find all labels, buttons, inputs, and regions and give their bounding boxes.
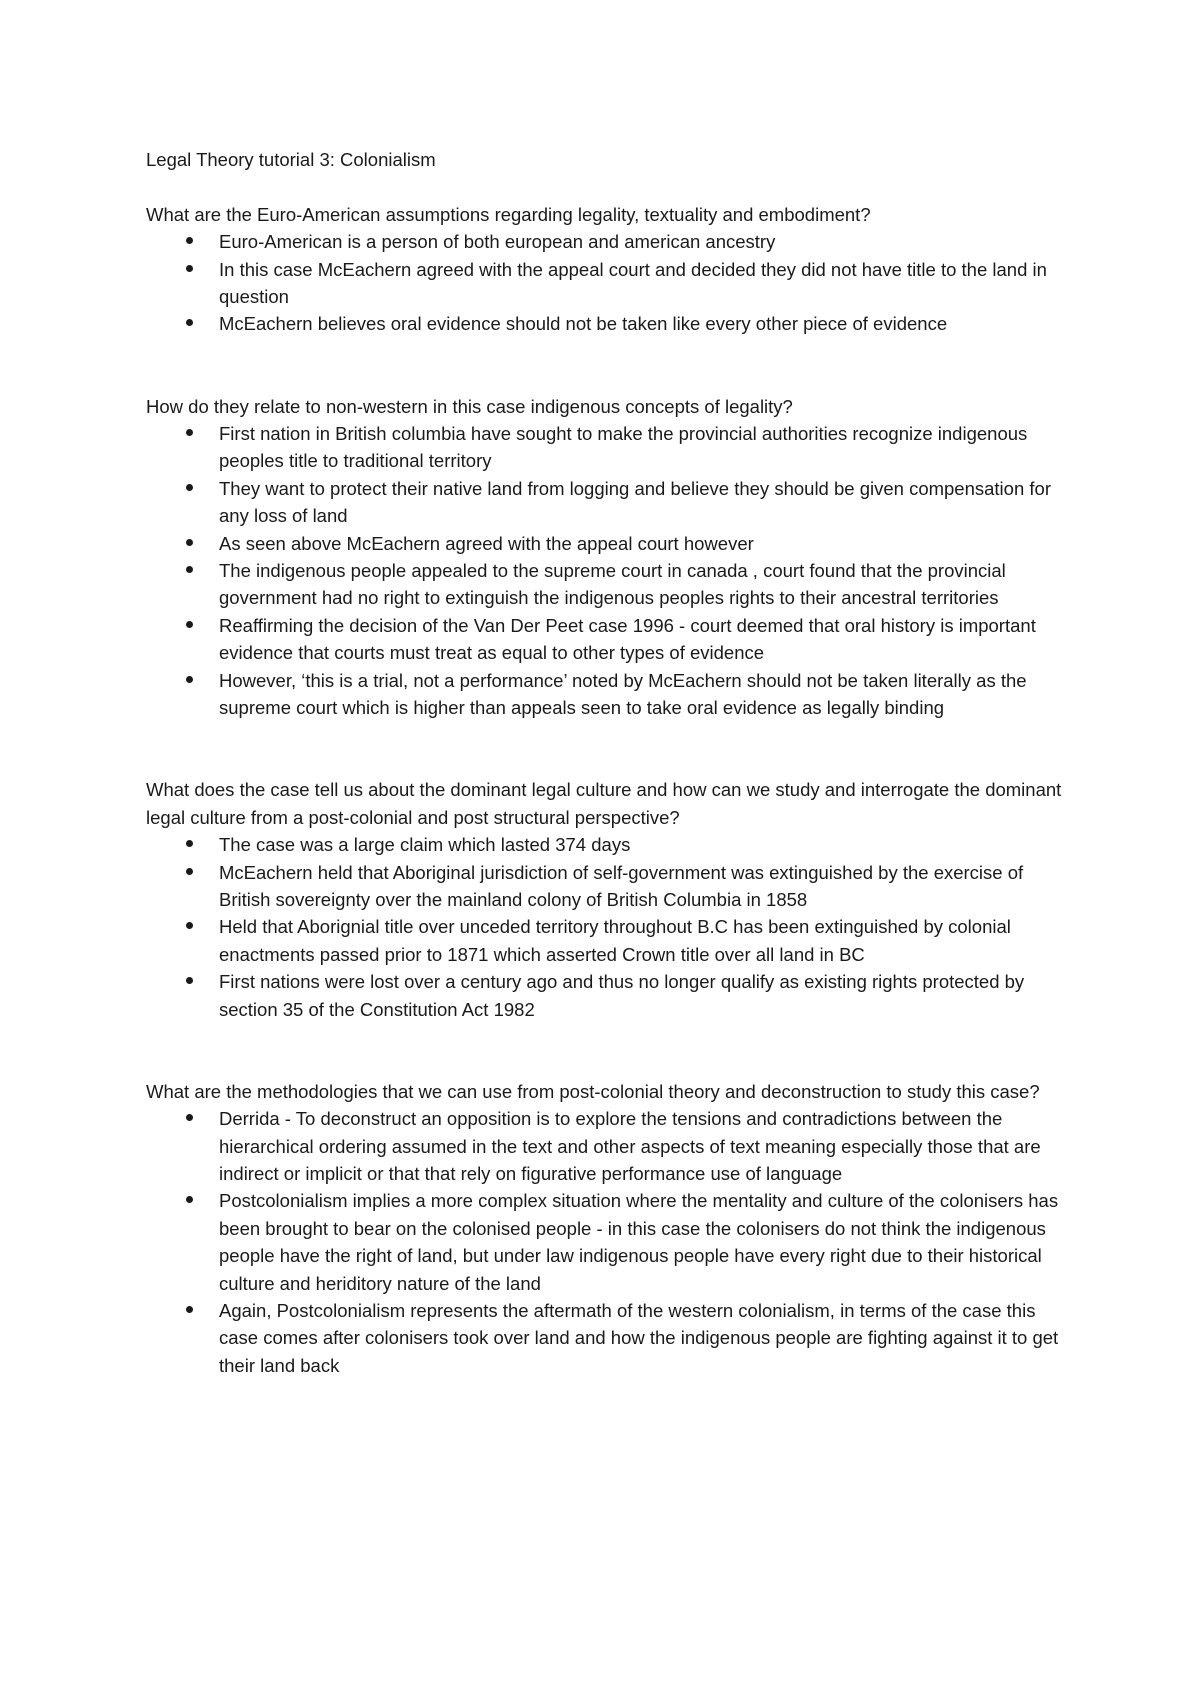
bullet-icon <box>186 1196 193 1203</box>
bullet-list <box>146 228 1066 338</box>
spacer <box>146 173 1066 200</box>
list-item-text: Derrida - To deconstruct an opposition is to explore the tensions and contradictions between the hierarchical ordering assumed in the text and other aspects of text meaning especially those that are indirect or implicit or that that rely on figurative performance use of language <box>219 1108 1041 1184</box>
list-item <box>146 1105 1066 1187</box>
spacer <box>146 1023 1066 1078</box>
list-item-text: First nation in British columbia have sought to make the provincial authorities recognize indigenous peoples title to traditional territory <box>219 423 1028 472</box>
list-item-text: As seen above McEachern agreed with the appeal court however <box>219 532 754 554</box>
bullet-icon <box>186 429 193 436</box>
list-item-text: Reaffirming the decision of the Van Der Peet case 1996 - court deemed that oral history is important evidence that courts must treat as equal to other types of evidence <box>219 614 1036 664</box>
bullet-icon <box>186 484 193 491</box>
bullet-icon <box>186 1114 193 1121</box>
list-item-text: The indigenous people appealed to the supreme court in canada , court found that the provincial government had no right to extinguish the indigenous peoples rights to their ancestral territories <box>219 560 1006 609</box>
section-1 <box>146 201 1066 338</box>
list-item <box>146 420 1066 475</box>
bullet-icon <box>186 868 193 875</box>
section-2 <box>146 393 1066 722</box>
list-item <box>146 256 1066 311</box>
list-item-text: Euro-American is a person of both european and american ancestry <box>219 231 776 253</box>
bullet-icon <box>186 319 193 326</box>
spacer <box>146 338 1066 393</box>
bullet-icon <box>186 676 193 683</box>
list-item <box>146 228 1066 255</box>
list-item-text: First nations were lost over a century ago and thus no longer qualify as existing rights protected by section 35 of the Constitution Act 1982 <box>219 971 1025 1020</box>
list-item-text: They want to protect their native land from logging and believe they should be given compensation for any loss of land <box>219 477 1051 527</box>
section-question: What does the case tell us about the dominant legal culture and how can we study and interrogate the dominant legal culture from a post-colonial and post structural perspective? <box>146 779 1062 828</box>
list-item-text: In this case McEachern agreed with the appeal court and decided they did not have title to the land in question <box>219 258 1047 308</box>
list-item-text: However, ‘this is a trial, not a performance’ noted by McEachern should not be taken literally as the supreme court which is higher than appeals seen to take oral evidence as legally binding <box>219 669 1027 719</box>
section-question: What are the Euro-American assumptions regarding legality, textuality and embodiment? <box>146 203 871 225</box>
list-item-text: McEachern believes oral evidence should not be taken like every other piece of evidence <box>219 313 948 335</box>
list-item <box>146 913 1066 968</box>
list-item <box>146 1297 1066 1379</box>
list-item <box>146 475 1066 530</box>
list-item <box>146 310 1066 337</box>
bullet-icon <box>186 977 193 984</box>
bullet-icon <box>186 922 193 929</box>
section-question: How do they relate to non-western in this case indigenous concepts of legality? <box>146 395 793 417</box>
list-item <box>146 530 1066 557</box>
bullet-icon <box>186 566 193 573</box>
bullet-list <box>146 831 1066 1023</box>
section-4 <box>146 1078 1066 1379</box>
section-3 <box>146 776 1066 1023</box>
list-item <box>146 612 1066 667</box>
document-title: Legal Theory tutorial 3: Colonialism <box>146 149 436 170</box>
bullet-icon <box>186 237 193 244</box>
list-item <box>146 968 1066 1023</box>
bullet-icon <box>186 621 193 628</box>
list-item-text: Postcolonialism implies a more complex situation where the mentality and culture of the colonisers has been brought to bear on the colonised people - in this case the colonisers do not think the indigenous people have the right of land, but under law indigenous people have every right due to their historical culture and heriditory nature of the land <box>219 1190 1059 1294</box>
list-item-text: The case was a large claim which lasted 374 days <box>219 834 631 856</box>
bullet-icon <box>186 265 193 272</box>
bullet-list <box>146 420 1066 721</box>
bullet-icon <box>186 840 193 847</box>
list-item <box>146 859 1066 914</box>
list-item <box>146 667 1066 722</box>
list-item <box>146 1187 1066 1297</box>
list-item-text: Held that Aborignial title over unceded territory throughout B.C has been extinguished by colonial enactments passed prior to 1871 which asserted Crown title over all land in BC <box>219 916 1011 965</box>
document-body <box>146 146 1066 1379</box>
list-item-text: Again, Postcolonialism represents the aftermath of the western colonialism, in terms of the case this case comes after colonisers took over land and how the indigenous people are fighting against it to get their land back <box>219 1300 1059 1376</box>
list-item <box>146 557 1066 612</box>
bullet-list <box>146 1105 1066 1379</box>
list-item <box>146 831 1066 858</box>
section-question: What are the methodologies that we can use from post-colonial theory and deconstruction to study this case? <box>146 1080 1040 1102</box>
bullet-icon <box>186 539 193 546</box>
list-item-text: McEachern held that Aboriginal jurisdiction of self-government was extinguished by the exercise of British sovereignty over the mainland colony of British Columbia in 1858 <box>219 861 1024 910</box>
bullet-icon <box>186 1306 193 1313</box>
spacer <box>146 722 1066 777</box>
